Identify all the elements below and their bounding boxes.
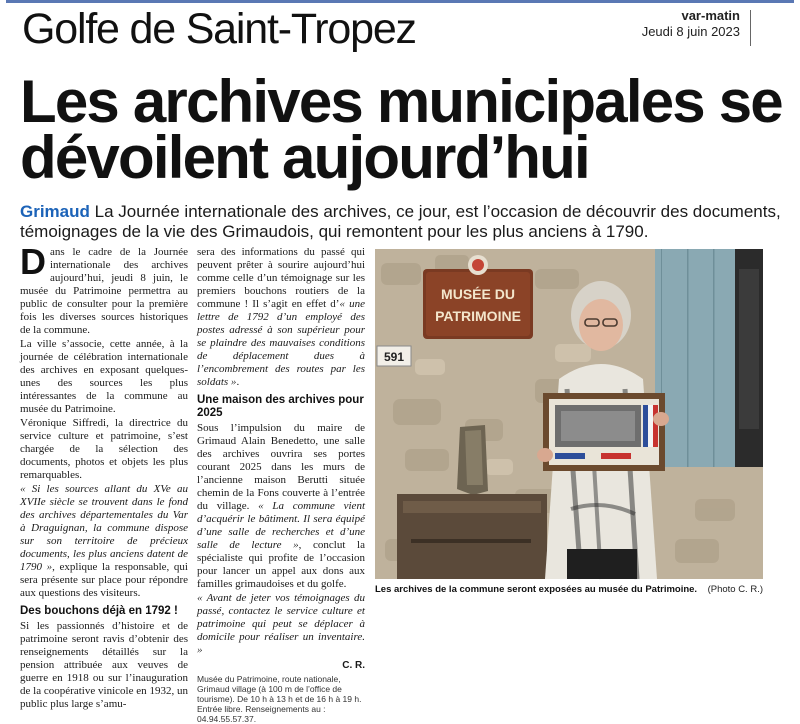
article-column-2 xyxy=(197,246,365,724)
quote: « Si les sources allant du XVe au XVIIe siècle se trouvent dans le fond des archives départementales du Var à Draguignan, la commune dispose sur son territoire de précieux documents, les plus anciens datent de 1790 » xyxy=(20,483,188,573)
paragraph-text: , conclut la spécialiste qui profite de l’occasion pour lancer un appel aux dons aux familles grimaudoises et du golfe. xyxy=(197,539,365,590)
paragraph xyxy=(197,246,365,389)
subheading: Des bouchons déjà en 1792 ! xyxy=(20,605,178,617)
practical-info: Musée du Patrimoine, route nationale, Grimaud village (à 100 m de l’office de tourisme). De 10 h à 13 h et de 16 h à 19 h. Entrée libre. Renseignements au : 04.94.55.57.37. xyxy=(197,674,362,724)
top-rule xyxy=(6,0,794,3)
photo-illustration xyxy=(375,249,763,579)
paragraph: Véronique Siffredi, la directrice du service culture et patrimoine, s’est chargée de la sélection des documents, photos et objets les plus remarquables. xyxy=(20,417,188,481)
caption-text: Les archives de la commune seront exposées au musée du Patrimoine. xyxy=(375,584,698,595)
quote: « une lettre de 1792 d’un employé des postes adressé à son supérieur pour se plaindre des mauvaises conditions de déplacement dues à l’encombrement des routes par les soldats » xyxy=(197,298,365,388)
photo-credit: (Photo C. R.) xyxy=(707,584,763,595)
paragraph xyxy=(197,422,365,591)
sign-line-1: MUSÉE DU xyxy=(441,286,515,302)
article-photo xyxy=(375,249,763,579)
article-column-1 xyxy=(20,241,188,712)
house-number: 591 xyxy=(383,350,405,364)
paragraph xyxy=(20,483,188,600)
paragraph-text: sera des informations du passé qui peuvent prêter à sourire aujourd’hui comme celle d’un témoignage sur les premiers bouchons routiers de la commune ! Il s’agit en effet d’ xyxy=(197,246,365,310)
lede xyxy=(20,202,790,242)
author-signature: C. R. xyxy=(342,660,365,671)
sign-line-2: PATRIMOINE xyxy=(435,308,521,324)
masthead-divider xyxy=(750,10,751,46)
paragraph-text: , explique la responsable, qui sera présente sur place pour répondre aux questions des visiteurs. xyxy=(20,561,188,599)
paragraph-text: Sous l’impulsion du maire de Grimaud Alain Benedetto, une salle des archives ouvrira ses portes courant 2025 dans les murs de l’ancienne maison Berutti située chemin de la Fons couverte à l’entrée du village. xyxy=(197,422,365,512)
issue-date: Jeudi 8 juin 2023 xyxy=(641,24,740,39)
paragraph-text: ans le cadre de la Journée internationale des archives aujourd’hui, jeudi 8 juin, le musée du Patrimoine permettra au public de consulter pour la première fois les diverses sources historiques de la commune. xyxy=(20,246,188,336)
section-rubric: Golfe de Saint-Tropez xyxy=(22,5,416,53)
lede-kicker: Grimaud xyxy=(20,202,90,221)
paragraph: La ville s’associe, cette année, à la journée de célébration internationale des archives en exposant quelques-unes des sources les plus intéressantes de la commune au musée du Patrimoine. xyxy=(20,338,188,415)
masthead xyxy=(642,8,740,39)
paragraph xyxy=(20,241,188,337)
paragraph-text: . xyxy=(236,376,240,388)
photo-caption xyxy=(375,584,763,595)
subheading: Une maison des archives pour 2025 xyxy=(197,394,364,419)
drop-cap: D xyxy=(20,241,46,282)
headline: Les archives municipales se dévoilent aujourd’hui xyxy=(20,68,782,191)
lede-text: La Journée internationale des archives, ce jour, est l’occasion de découvrir des documents, témoignages de la vie des Grimaudois, qui remontent pour les plus anciens à 1790. xyxy=(20,202,781,241)
paragraph: Si les passionnés d’histoire et de patrimoine seront ravis d’obtenir des renseignements détaillés sur la pension attribuée aux veuves de guerre en 1918 ou sur l’inauguration de la coopérative vinicole en 1932, un public plus large s’amu- xyxy=(20,620,188,710)
newspaper-brand: var-matin xyxy=(681,8,740,23)
quote: « La commune vient d’acquérir le bâtiment. Il sera équipé d’une salle de recherches et d’une salle de lecture » xyxy=(197,500,365,551)
quote-paragraph: « Avant de jeter vos témoignages du passé, contactez le service culture et patrimoine qui peut se déplacer à domicile pour réaliser un inventaire. » xyxy=(197,592,365,656)
